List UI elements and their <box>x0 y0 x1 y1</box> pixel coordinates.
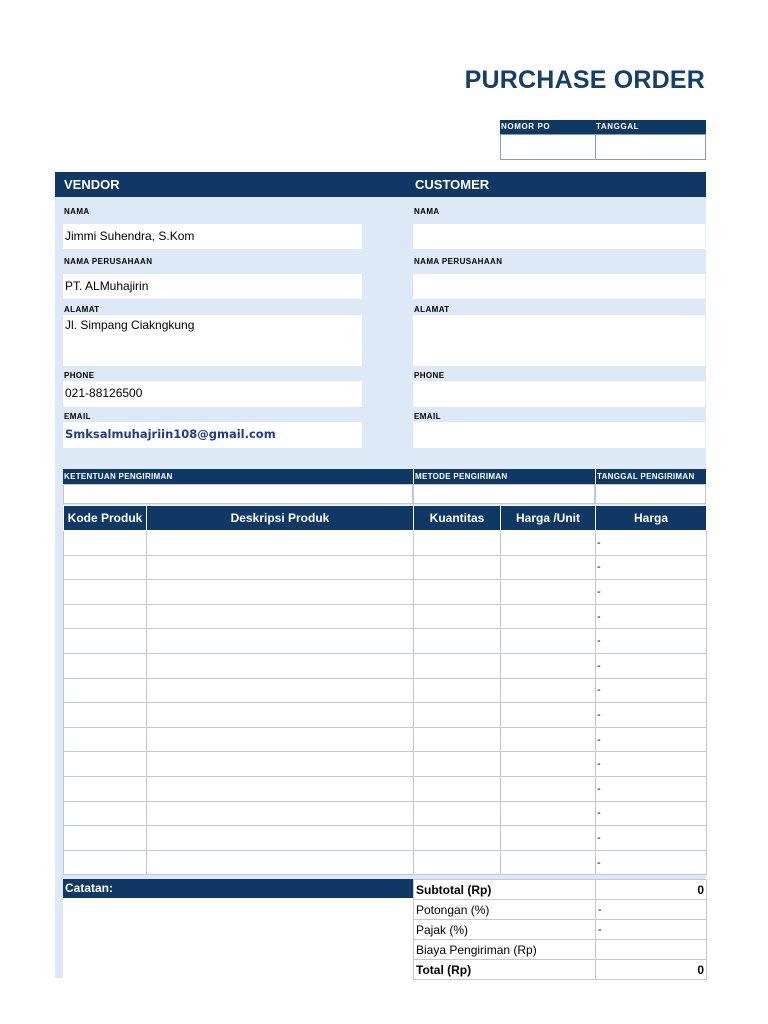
harga-cell[interactable]: - <box>596 555 707 580</box>
deskripsi-produk-cell[interactable] <box>147 678 414 703</box>
kode-produk-cell[interactable] <box>64 653 147 678</box>
totals-label: Potongan (%) <box>414 900 596 920</box>
harga-unit-cell[interactable] <box>501 580 596 605</box>
vendor-perusahaan-label: NAMA PERUSAHAAN <box>64 257 153 266</box>
tanggal-pengiriman-header: TANGGAL PENGIRIMAN <box>595 469 706 484</box>
harga-unit-cell[interactable] <box>501 801 596 826</box>
kuantitas-cell[interactable] <box>414 703 501 728</box>
deskripsi-produk-cell[interactable] <box>147 703 414 728</box>
kode-produk-cell[interactable] <box>64 850 147 875</box>
harga-cell[interactable]: - <box>596 850 707 875</box>
harga-cell[interactable]: - <box>596 727 707 752</box>
totals-label: Biaya Pengiriman (Rp) <box>414 940 596 960</box>
table-row <box>64 703 707 728</box>
kode-produk-cell[interactable] <box>64 752 147 777</box>
kuantitas-cell[interactable] <box>414 776 501 801</box>
po-number-header: NOMOR PO <box>500 120 595 134</box>
kode-produk-cell[interactable] <box>64 727 147 752</box>
column-kode-produk: Kode Produk <box>64 506 147 531</box>
table-row <box>64 727 707 752</box>
po-date-field[interactable] <box>595 134 706 160</box>
deskripsi-produk-cell[interactable] <box>147 850 414 875</box>
table-row <box>64 629 707 654</box>
items-header-row <box>64 506 707 531</box>
vendor-perusahaan-field[interactable]: PT. ALMuhajirin <box>63 274 362 299</box>
harga-cell[interactable]: - <box>596 629 707 654</box>
harga-unit-cell[interactable] <box>501 653 596 678</box>
deskripsi-produk-cell[interactable] <box>147 604 414 629</box>
harga-cell[interactable]: - <box>596 776 707 801</box>
vendor-phone-label: PHONE <box>64 371 95 380</box>
harga-unit-cell[interactable] <box>501 555 596 580</box>
customer-phone-label: PHONE <box>414 371 445 380</box>
catatan-heading: Catatan: <box>63 879 413 898</box>
table-row <box>64 678 707 703</box>
harga-cell[interactable]: - <box>596 653 707 678</box>
deskripsi-produk-cell[interactable] <box>147 826 414 851</box>
kode-produk-cell[interactable] <box>64 580 147 605</box>
customer-heading: CUSTOMER <box>406 172 706 197</box>
column-harga-unit: Harga /Unit <box>501 506 596 531</box>
table-row <box>64 604 707 629</box>
table-row <box>64 850 707 875</box>
customer-email-field[interactable] <box>413 422 705 448</box>
deskripsi-produk-cell[interactable] <box>147 653 414 678</box>
customer-alamat-label: ALAMAT <box>414 305 450 314</box>
totals-row <box>414 920 707 940</box>
vendor-nama-field[interactable]: Jimmi Suhendra, S.Kom <box>63 224 362 249</box>
kuantitas-cell[interactable] <box>414 850 501 875</box>
deskripsi-produk-cell[interactable] <box>147 555 414 580</box>
vendor-phone-field[interactable]: 021-88126500 <box>63 381 362 407</box>
document-title: PURCHASE ORDER <box>464 66 705 94</box>
column-harga: Harga <box>596 506 707 531</box>
harga-unit-cell[interactable] <box>501 678 596 703</box>
kuantitas-cell[interactable] <box>414 604 501 629</box>
kode-produk-cell[interactable] <box>64 678 147 703</box>
vendor-email-label: EMAIL <box>64 412 91 421</box>
kuantitas-cell[interactable] <box>414 580 501 605</box>
vendor-alamat-field[interactable]: Jl. Simpang Ciakngkung <box>63 315 362 366</box>
table-row <box>64 653 707 678</box>
metode-pengiriman-field[interactable] <box>413 484 595 504</box>
harga-unit-cell[interactable] <box>501 850 596 875</box>
column-deskripsi-produk: Deskripsi Produk <box>147 506 414 531</box>
vendor-nama-label: NAMA <box>64 207 90 216</box>
harga-unit-cell[interactable] <box>501 604 596 629</box>
column-kuantitas: Kuantitas <box>414 506 501 531</box>
harga-unit-cell[interactable] <box>501 826 596 851</box>
harga-unit-cell[interactable] <box>501 629 596 654</box>
table-row <box>64 826 707 851</box>
kode-produk-cell[interactable] <box>64 703 147 728</box>
kuantitas-cell[interactable] <box>414 555 501 580</box>
vendor-heading: VENDOR <box>55 172 406 197</box>
totals-label: Pajak (%) <box>414 920 596 940</box>
harga-cell[interactable]: - <box>596 604 707 629</box>
kuantitas-cell[interactable] <box>414 727 501 752</box>
harga-cell[interactable]: - <box>596 703 707 728</box>
harga-cell[interactable]: - <box>596 580 707 605</box>
table-row <box>64 776 707 801</box>
totals-table <box>413 879 707 980</box>
harga-unit-cell[interactable] <box>501 752 596 777</box>
harga-unit-cell[interactable] <box>501 776 596 801</box>
kode-produk-cell[interactable] <box>64 629 147 654</box>
customer-email-label: EMAIL <box>414 412 441 421</box>
kuantitas-cell[interactable] <box>414 531 501 556</box>
kode-produk-cell[interactable] <box>64 531 147 556</box>
metode-pengiriman-header: METODE PENGIRIMAN <box>413 469 595 484</box>
harga-unit-cell[interactable] <box>501 703 596 728</box>
harga-cell[interactable]: - <box>596 752 707 777</box>
deskripsi-produk-cell[interactable] <box>147 801 414 826</box>
kuantitas-cell[interactable] <box>414 801 501 826</box>
customer-alamat-field[interactable] <box>413 315 705 366</box>
totals-label: Total (Rp) <box>414 960 596 980</box>
harga-unit-cell[interactable] <box>501 531 596 556</box>
ketentuan-pengiriman-field[interactable] <box>63 484 413 504</box>
tanggal-pengiriman-field[interactable] <box>595 484 706 504</box>
deskripsi-produk-cell[interactable] <box>147 531 414 556</box>
harga-cell[interactable]: - <box>596 826 707 851</box>
kuantitas-cell[interactable] <box>414 653 501 678</box>
kuantitas-cell[interactable] <box>414 752 501 777</box>
kuantitas-cell[interactable] <box>414 826 501 851</box>
po-number-field[interactable] <box>500 134 596 160</box>
vendor-email-field[interactable]: Smksalmuhajriin108@gmail.com <box>63 422 362 448</box>
harga-unit-cell[interactable] <box>501 727 596 752</box>
deskripsi-produk-cell[interactable] <box>147 752 414 777</box>
kode-produk-cell[interactable] <box>64 555 147 580</box>
deskripsi-produk-cell[interactable] <box>147 580 414 605</box>
customer-nama-field[interactable] <box>413 224 705 249</box>
catatan-field[interactable] <box>63 898 413 978</box>
deskripsi-produk-cell[interactable] <box>147 776 414 801</box>
totals-row <box>414 880 707 900</box>
customer-nama-label: NAMA <box>414 207 440 216</box>
customer-perusahaan-label: NAMA PERUSAHAAN <box>414 257 503 266</box>
kuantitas-cell[interactable] <box>414 678 501 703</box>
table-row <box>64 801 707 826</box>
vendor-alamat-label: ALAMAT <box>64 305 100 314</box>
totals-value: - <box>596 920 707 940</box>
totals-value: 0 <box>596 880 707 900</box>
kode-produk-cell[interactable] <box>64 801 147 826</box>
table-row <box>64 531 707 556</box>
harga-cell[interactable]: - <box>596 531 707 556</box>
totals-value <box>596 940 707 960</box>
table-row <box>64 752 707 777</box>
po-date-header: TANGGAL <box>595 120 706 134</box>
kode-produk-cell[interactable] <box>64 776 147 801</box>
customer-perusahaan-field[interactable] <box>413 274 705 299</box>
totals-row <box>414 940 707 960</box>
table-row <box>64 580 707 605</box>
harga-cell[interactable]: - <box>596 678 707 703</box>
harga-cell[interactable]: - <box>596 801 707 826</box>
totals-row <box>414 900 707 920</box>
totals-value: - <box>596 900 707 920</box>
totals-value: 0 <box>596 960 707 980</box>
totals-row <box>414 960 707 980</box>
items-table <box>63 505 707 875</box>
kode-produk-cell[interactable] <box>64 826 147 851</box>
kode-produk-cell[interactable] <box>64 604 147 629</box>
totals-label: Subtotal (Rp) <box>414 880 596 900</box>
table-row <box>64 555 707 580</box>
deskripsi-produk-cell[interactable] <box>147 629 414 654</box>
ketentuan-pengiriman-header: KETENTUAN PENGIRIMAN <box>63 469 413 484</box>
deskripsi-produk-cell[interactable] <box>147 727 414 752</box>
customer-phone-field[interactable] <box>413 381 705 407</box>
kuantitas-cell[interactable] <box>414 629 501 654</box>
